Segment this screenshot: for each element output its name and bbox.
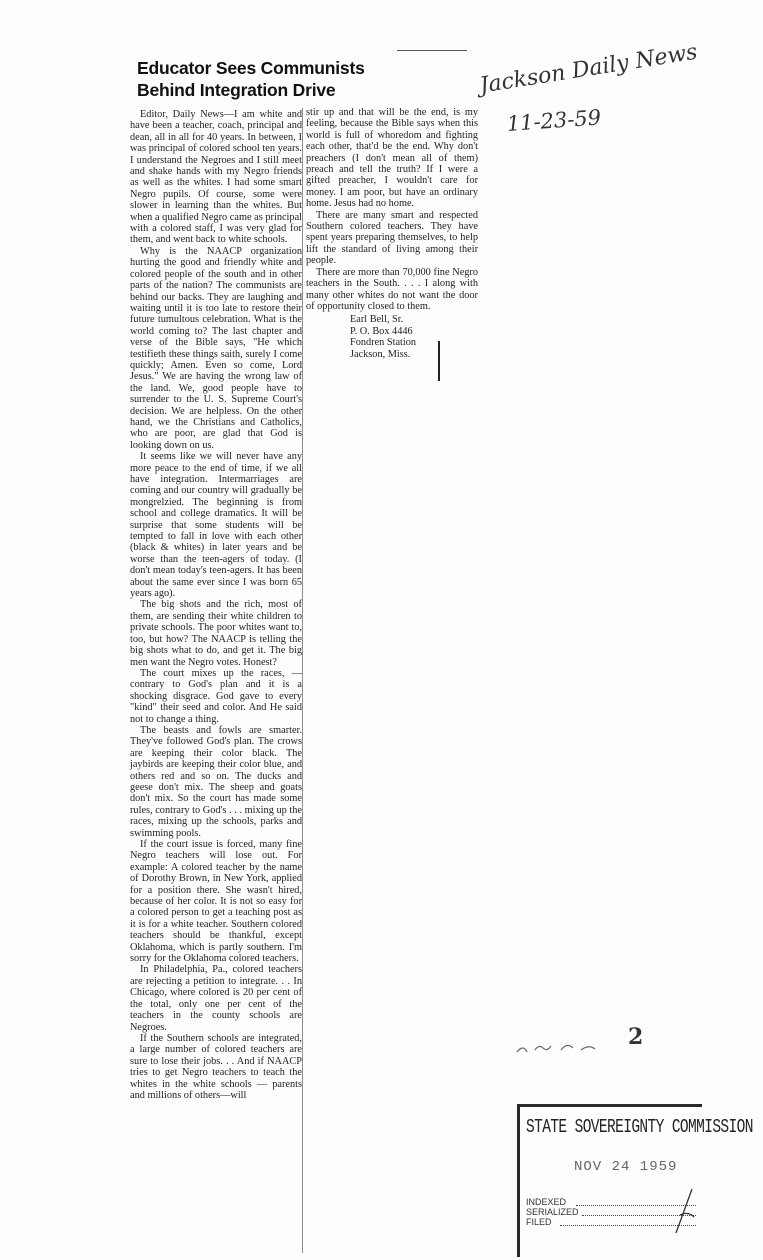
article-column-1: [130, 109, 302, 1101]
paragraph: It seems like we will never have any more peace to the end of time, if we all have integration. Intermarriages are coming and our country will gradually be mongrelzied. The beginning is from school and college dramatics. It will be surprise that some students will be tempted to fall in love with each other (black & whites) in later years and be worse than the teen-agers of today. (I don't mean today's teen-agers. It has been about the same ever since I was born 65 years ago).: [130, 451, 302, 600]
paragraph: Editor, Daily News—I am white and have been a teacher, coach, principal and dean, all in all for 40 years. In between, I was principal of colored school ten years. I understand the Negroes and I still meet and shake hands with my Negro friends as well as the whites. I had some smart Negro pupils. Of course, some were slower in learning than the whites. But when a qualified Negro came as principal with a colored staff, I was very glad for them, and went back to white schools.: [130, 109, 302, 246]
paragraph: If the court issue is forced, many fine Negro teachers will lose out. For example: A colored teacher by the name of Dorothy Brown, in New York, applied for a position there. She wasn't hired, because of her color. It is not so easy for a colored person to get a teaching post as it is for a white teacher. Southern colored teachers should be thankful, except Oklahoma, which is partly southern. I'm sorry for the Oklahoma colored teachers.: [130, 839, 302, 965]
handwritten-newspaper-name: Jackson Daily News: [478, 39, 700, 99]
commission-stamp: [517, 1104, 753, 1257]
stamp-title: STATE SOVEREIGNTY COMMISSION: [526, 1117, 753, 1139]
article-headline: [137, 57, 387, 101]
paragraph: The beasts and fowls are smarter. They've followed God's plan. The crows are keeping their color black. The jaybirds are keeping their color blue, and others red and so on. The ducks and geese don't mix. The sheep and goats don't mix. So the court has made some rules, contrary to God's . . . mixing up the races, mixing up the schools, parks and swimming pools.: [130, 724, 302, 839]
article-column-2: [306, 107, 478, 360]
signature-name: Earl Bell, Sr.: [350, 314, 404, 326]
signature-station: Fondren Station: [350, 337, 417, 349]
signature-city: Jackson, Miss.: [350, 348, 411, 360]
stamp-indexed-label: INDEXED: [526, 1197, 567, 1207]
paragraph: In Philadelphia, Pa., colored teachers are rejecting a petition to integrate. . . In Chicago, where colored is 20 per cent of the total, only one per cent of the teachers in the county schools are Negroes.: [130, 964, 302, 1033]
stamp-date: NOV 24 1959: [574, 1159, 678, 1175]
signature-block: [306, 314, 478, 360]
headline-line-1: Educator Sees Communists: [137, 58, 365, 78]
paragraph: There are more than 70,000 fine Negro teachers in the South. . . . I along with many other whites do not want the door of opportunity closed to them.: [306, 266, 478, 312]
top-rule: [397, 50, 467, 51]
headline-line-2: Behind Integration Drive: [137, 80, 336, 100]
handwritten-scribble: [515, 1032, 615, 1062]
signature-box: P. O. Box 4446: [350, 325, 413, 337]
paragraph: If the Southern schools are integrated, a large number of colored teachers are sure to lose their jobs. . . And if NAACP tries to get Negro teachers to teach the whites in the white schools — parents and millions of others—will: [130, 1032, 302, 1101]
stamp-serialized-label: SERIALIZED: [526, 1207, 579, 1217]
stamp-signature-mark: [670, 1187, 700, 1237]
handwritten-page-number: 2: [628, 1024, 644, 1050]
stamp-filed-label: FILED: [526, 1217, 552, 1227]
paragraph: There are many smart and respected Southern colored teachers. They have spent years preparing themselves, to help lift the standard of living among their people.: [306, 209, 478, 267]
pen-mark: [438, 341, 440, 381]
column-divider: [302, 108, 303, 1253]
handwritten-date: 11-23-59: [506, 105, 602, 136]
paragraph: Why is the NAACP organization hurting the good and friendly white and colored people of the south and in other parts of the nation? The communists are behind our backs. They are laughing and waiting until it is too late to restore their future tumultous celebration. What is the world coming to? The last chapter and verse of the Bible says, "He which testifieth these things saith, surely I come quickly; Amen. Even so come, Lord Jesus." We are having the wrong law of the land. We, good people have to surrender to the U. S. Supreme Court's decision. We are helpless. On the other hand, we the Christians and Catholics, who are poor, are glad that God is looking down on us.: [130, 245, 302, 451]
paragraph: The big shots and the rich, most of them, are sending their white children to private schools. The poor whites want to, too, but how? The NAACP is telling the big shots what to do, and get it. The big men want the Negro votes. Honest?: [130, 599, 302, 668]
paragraph: The court mixes up the races, —contrary to God's plan and it is a shocking disgrace. God gave to every "kind" their seed and color. And He said not to change a thing.: [130, 667, 302, 725]
paragraph: stir up and that will be the end, is my feeling, because the Bible says when this world is full of whoredom and fighting each other, that'd be the end. Why don't preachers (I don't mean all of them) preach and tell the truth? If I were a gifted preacher, I wouldn't care for money. I am poor, but have an ordinary home. Jesus had no home.: [306, 107, 478, 210]
